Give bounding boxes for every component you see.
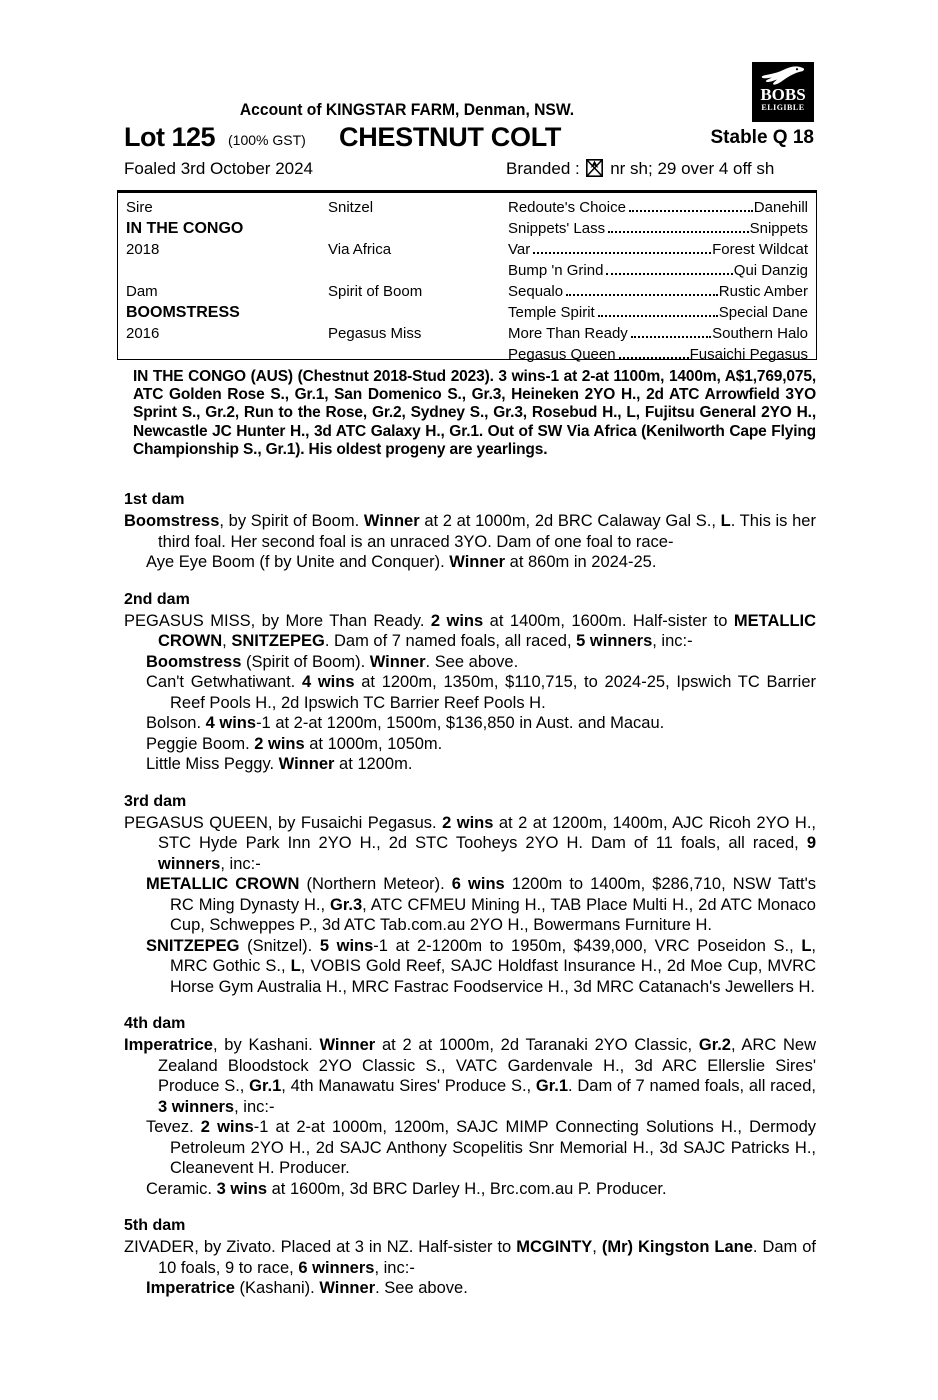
highlighted-text: Winner	[363, 512, 420, 530]
ancestor-left-name: Temple Spirit	[508, 304, 595, 321]
entry-text: . Dam of 7 named foals, all raced,	[324, 632, 577, 650]
leader-dots	[533, 252, 711, 254]
ancestor-right-name: Southern Halo	[712, 325, 808, 342]
sire-label: Sire	[126, 199, 153, 216]
highlighted-text: 2 wins	[200, 1118, 254, 1136]
pedigree-column-great-grandparents	[508, 197, 808, 365]
entry-text: at 1400m, 1600m. Half-sister to	[483, 611, 734, 630]
entry-text: Peggie Boom.	[146, 734, 255, 753]
entry-text: (Snitzel).	[239, 936, 320, 955]
dam-block	[124, 1013, 816, 1199]
entry-text: . Dam of 7 named foals, all raced,	[568, 1077, 816, 1095]
entry-text: 1200m to 1400m, $286,710, NSW Tatt's RC Ming Dynasty H.,	[170, 875, 817, 914]
highlighted-text: 2 wins	[254, 734, 305, 753]
pedigree-entry	[124, 511, 816, 552]
leader-dots	[629, 210, 753, 212]
highlighted-text: Gr.1	[535, 1077, 569, 1095]
pedigree-ancestor-row	[508, 323, 808, 344]
highlighted-text: L	[290, 957, 301, 975]
leader-dots	[631, 336, 711, 338]
highlighted-text: Boomstress	[124, 512, 220, 530]
entry-text: . See above.	[375, 1279, 468, 1297]
leader-dots	[606, 273, 732, 275]
highlighted-text: Winner	[278, 755, 335, 773]
dam-label: Dam	[126, 283, 158, 300]
section-spacer	[124, 997, 816, 1013]
pedigree-column-parents	[126, 197, 326, 344]
foaled-branded-row	[124, 158, 814, 182]
ancestor-right-name: Qui Danzig	[733, 262, 808, 279]
dam-heading: 2nd dam	[124, 590, 190, 608]
highlighted-text: 2 wins	[442, 813, 494, 832]
account-line: Account of KINGSTAR FARM, Denman, NSW.	[239, 100, 575, 119]
entry-text: (Northern Meteor).	[299, 875, 452, 893]
pedigree-entry	[146, 672, 816, 713]
highlighted-text: Gr.3	[330, 895, 363, 914]
dam-year: 2016	[126, 325, 160, 342]
horse-head-icon	[760, 65, 806, 85]
entry-text: at 2 at 1000m, 2d Taranaki 2YO Classic,	[375, 1036, 699, 1054]
entry-text: (Spirit of Boom).	[241, 652, 370, 671]
entry-text: at 2 at 1000m, 2d BRC Calaway Gal S.,	[419, 512, 721, 530]
entry-text: Aye Eye Boom (f by Unite and Conquer).	[146, 553, 450, 571]
highlighted-text: Boomstress	[146, 652, 242, 671]
entry-text: ,	[222, 632, 232, 650]
colour-and-sex: CHESTNUT COLT	[339, 122, 562, 152]
pedigree-entry	[124, 1035, 816, 1117]
ancestor-right-name: Special Dane	[718, 304, 808, 321]
entry-text: , ARC New Zealand Bloodstock 2YO Classic S., VATC Gardenvale H., 3d ARC Ellerslie Sires' Produce S.,	[158, 1036, 816, 1095]
entry-text: at 860m in 2024-25.	[505, 553, 657, 571]
entry-text: , inc:-	[220, 854, 261, 873]
highlighted-text: SNITZEPEG	[146, 936, 240, 955]
pedigree-entry	[146, 1278, 816, 1299]
pedigree-entry	[124, 1237, 816, 1278]
dam-heading: 4th dam	[124, 1015, 186, 1032]
lot-title-row	[124, 121, 814, 155]
sire-sire: Snitzel	[328, 199, 374, 216]
pedigree-entry	[146, 754, 816, 775]
section-spacer	[124, 1199, 816, 1215]
entry-text: at 1600m, 3d BRC Darley H., Brc.com.au P. Producer.	[267, 1179, 667, 1198]
entry-text: ZIVADER, by Zivato. Placed at 3 in NZ. Half-sister to	[124, 1238, 517, 1256]
section-spacer	[124, 775, 816, 791]
entry-text: Can't Getwhatiwant.	[146, 673, 302, 691]
entry-text: , 4th Manawatu Sires' Produce S.,	[281, 1077, 536, 1095]
entry-text: (Kashani).	[234, 1279, 320, 1297]
entry-text: , inc:-	[652, 632, 693, 650]
pedigree-ancestor-row	[508, 239, 808, 260]
entry-text: , inc:-	[234, 1097, 275, 1116]
entry-text: at 2 at 1200m, 1400m, AJC Ricoh 2YO H., STC Hyde Park Inn 2YO H., 2d STC Tooheys 2YO H. Dam of 11 foals, all raced,	[158, 813, 816, 852]
dam-sections	[124, 489, 816, 1299]
pedigree-entry	[124, 611, 816, 652]
pedigree-ancestor-row	[508, 197, 808, 218]
section-spacer	[124, 573, 816, 589]
entry-text: PEGASUS MISS, by More Than Ready.	[124, 611, 431, 630]
entry-text: , inc:-	[374, 1258, 415, 1277]
dam-heading: 3rd dam	[124, 792, 187, 810]
entry-text: , VOBIS Gold Reef, SAJC Holdfast Insurance H., 2d Moe Cup, MVRC Horse Gym Australia H., MRC Fastrac Foodservice H., 3d MRC Catanach's Jewellers H.	[170, 957, 816, 996]
branded-info	[506, 158, 774, 183]
highlighted-text: Winner	[449, 553, 506, 571]
entry-text: , MRC Gothic S.,	[170, 936, 816, 975]
highlighted-text: L	[801, 936, 812, 955]
entry-text: -1 at 2-at 1000m, 1200m, SAJC MIMP Connecting Solutions H., Dermody Petroleum 2YO H., 2d SAJC Anthony Scopelitis Snr Memorial H., 3d SAJC Patricks H., Cleanevent H. Producer.	[170, 1118, 816, 1177]
bobs-logo-word: BOBS	[760, 85, 806, 104]
dam-heading: 5th dam	[124, 1217, 186, 1234]
entry-text: , by Kashani.	[212, 1036, 320, 1054]
entry-text: , by Spirit of Boom.	[219, 512, 364, 530]
pedigree-entry	[146, 874, 816, 936]
dam-block	[124, 791, 816, 998]
ancestor-left-name: Sequalo	[508, 283, 564, 300]
leader-dots	[566, 294, 718, 296]
highlighted-text: 2 wins	[430, 611, 484, 630]
highlighted-text: L	[720, 512, 731, 530]
sire-name: IN THE CONGO	[126, 220, 244, 237]
entry-text: Bolson.	[146, 714, 206, 732]
entry-text: . See above.	[425, 652, 519, 671]
brand-symbol-icon	[586, 159, 603, 183]
highlighted-text: METALLIC CROWN	[146, 875, 300, 893]
pedigree-ancestor-row	[508, 302, 808, 323]
entry-text: , ATC CFMEU Mining H., TAB Place Multi H., 2d ATC Monaco Cup, Schweppes P., 3d ATC Tab.com.au 2YO H., Bowermans Furniture H.	[170, 895, 816, 934]
entry-text: PEGASUS QUEEN, by Fusaichi Pegasus.	[124, 813, 443, 832]
leader-dots	[608, 231, 749, 233]
entry-text: at 1200m.	[334, 755, 413, 773]
ancestor-left-name: Bump 'n Grind	[508, 262, 604, 279]
gst-note: (100% GST)	[228, 132, 306, 148]
entry-text: ,	[592, 1238, 602, 1256]
entry-text: . Dam of 10 foals, 9 to race,	[158, 1238, 816, 1277]
ancestor-right-name: Forest Wildcat	[712, 241, 808, 258]
highlighted-text: Gr.1	[249, 1077, 282, 1095]
entry-text: -1 at 2-1200m to 1950m, $439,000, VRC Poseidon S.,	[373, 936, 802, 955]
ancestor-right-name: Fusaichi Pegasus	[689, 346, 808, 363]
highlighted-text: 4 wins	[301, 673, 355, 691]
pedigree-ancestor-row	[508, 281, 808, 302]
dam-heading: 1st dam	[124, 491, 185, 508]
pedigree-table	[117, 190, 817, 363]
highlighted-text: 5 wins	[319, 936, 374, 955]
stable-number: Stable Q 18	[710, 127, 814, 148]
ancestor-left-name: Pegasus Queen	[508, 346, 616, 363]
highlighted-text: 5 winners	[576, 632, 653, 650]
pedigree-entry	[146, 1179, 816, 1200]
highlighted-text: METALLIC CROWN	[158, 611, 817, 650]
pedigree-entry	[146, 936, 816, 998]
bobs-logo-subtitle: ELIGIBLE	[761, 103, 805, 112]
entry-text: Tevez.	[146, 1118, 201, 1136]
pedigree-entry	[146, 1117, 816, 1179]
branded-description: nr sh; 29 over 4 off sh	[610, 159, 775, 178]
ancestor-left-name: More Than Ready	[508, 325, 628, 342]
pedigree-ancestor-row	[508, 218, 808, 239]
highlighted-text: Winner	[319, 1036, 376, 1054]
highlighted-text: 4 wins	[205, 714, 257, 732]
entry-text: Ceramic.	[146, 1179, 217, 1198]
pedigree-entry	[146, 734, 816, 755]
ancestor-right-name: Rustic Amber	[718, 283, 808, 300]
branded-label: Branded :	[506, 159, 580, 178]
highlighted-text: Winner	[319, 1279, 376, 1297]
highlighted-text: Winner	[369, 652, 426, 671]
pedigree-entry	[146, 713, 816, 734]
foaled-date: Foaled 3rd October 2024	[124, 159, 314, 178]
entry-text: . This is her third foal. Her second foal is an unraced 3YO. Dam of one foal to race-	[158, 512, 816, 551]
highlighted-text: Imperatrice	[124, 1036, 213, 1054]
ancestor-left-name: Snippets' Lass	[508, 220, 606, 237]
dam-block	[124, 589, 816, 775]
highlighted-text: Imperatrice	[146, 1279, 235, 1297]
highlighted-text: 9 winners	[158, 834, 816, 873]
lot-number: Lot 125	[124, 122, 216, 152]
sire-performance-blurb: IN THE CONGO (AUS) (Chestnut 2018-Stud 2023). 3 wins-1 at 2-at 1100m, 1400m, A$1,769,075, ATC Golden Rose S., Gr.1, San Domenico S., Gr.3, Heineken 2YO H., 2d ATC Arrowfield 3YO Sprint S., Gr.2, Run to the Rose, Gr.2, Sydney S., Gr.3, Rosebud H., L, Fujitsu General 2YO H., Newcastle JC Hunter H., 3d ATC Galaxy H., Gr.1. Out of SW Via Africa (Kenilworth Cape Flying Championship S., Gr.1). His oldest progeny are yearlings.	[133, 368, 816, 458]
ancestor-left-name: Var	[508, 241, 531, 258]
pedigree-ancestor-row	[508, 260, 808, 281]
pedigree-entry	[146, 652, 816, 673]
pedigree-ancestor-row	[508, 344, 808, 365]
leader-dots	[619, 357, 689, 359]
dam-name: BOOMSTRESS	[126, 304, 240, 321]
entry-text: at 1200m, 1350m, $110,715, to 2024-25, Ipswich TC Barrier Reef Pools H., 2d Ipswich TC Barrier Reef Pools H.	[170, 673, 816, 712]
entry-text: Little Miss Peggy.	[146, 755, 279, 773]
highlighted-text: MCGINTY	[516, 1238, 593, 1256]
dam-dam: Pegasus Miss	[328, 325, 422, 342]
highlighted-text: Gr.2	[698, 1036, 731, 1054]
sire-dam: Via Africa	[328, 241, 392, 258]
leader-dots	[598, 315, 718, 317]
highlighted-text: 3 winners	[158, 1097, 235, 1116]
dam-sire: Spirit of Boom	[328, 283, 423, 300]
pedigree-entry	[124, 813, 816, 875]
highlighted-text: SNITZEPEG	[231, 632, 325, 650]
sire-year: 2018	[126, 241, 160, 258]
pedigree-entry	[146, 552, 816, 573]
highlighted-text: (Mr) Kingston Lane	[601, 1238, 753, 1256]
highlighted-text: 6 winners	[298, 1258, 375, 1277]
highlighted-text: 6 wins	[451, 875, 505, 893]
ancestor-right-name: Snippets	[749, 220, 808, 237]
dam-block	[124, 1215, 816, 1299]
entry-text: at 1000m, 1050m.	[304, 734, 443, 753]
ancestor-right-name: Danehill	[753, 199, 808, 216]
dam-block	[124, 489, 816, 573]
ancestor-left-name: Redoute's Choice	[508, 199, 626, 216]
entry-text: -1 at 2-at 1200m, 1500m, $136,850 in Aust. and Macau.	[256, 714, 665, 732]
pedigree-column-grandparents	[328, 197, 508, 344]
highlighted-text: 3 wins	[216, 1179, 268, 1198]
